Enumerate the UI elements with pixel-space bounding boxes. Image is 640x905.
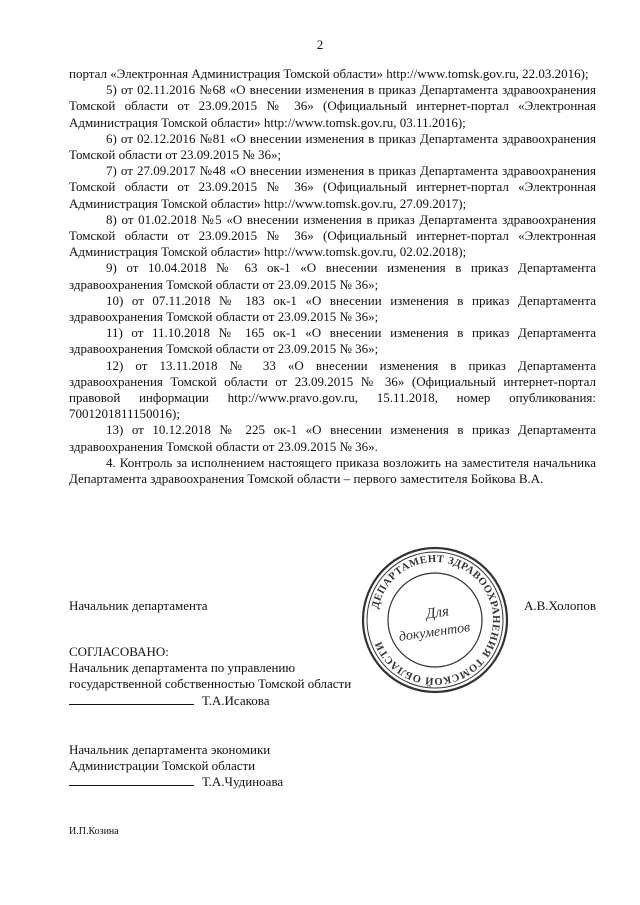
paragraph-item-8: 8) от 01.02.2018 №5 «О внесении изменения в приказ Департамента здравоохранения Томской области от 23.09.2015 № 36» (Официальный интернет-портал «Электронная Администрация Томской области» http://www.tomsk.gov.ru, 02.02.2018); bbox=[69, 211, 596, 260]
approval-block bbox=[69, 644, 351, 709]
paragraph-item-9: 9) от 10.04.2018 № 63 ок-1 «О внесении изменения в приказ Департамента здравоохранения Томской области от 23.09.2015 № 36»; bbox=[69, 260, 596, 292]
approver1-title-line1: Начальник департамента по управлению bbox=[69, 660, 296, 676]
approver2-title-line2: Администрации Томской области bbox=[69, 758, 256, 774]
stamp-outer-text: ДЕПАРТАМЕНТ ЗДРАВООХРАНЕНИЯ ТОМСКОЙ ОБЛАСТИ bbox=[370, 553, 502, 687]
approver1-name: Т.А.Исакова bbox=[202, 692, 270, 708]
signer-position: Начальник департамента bbox=[69, 598, 208, 613]
paragraph-item-7: 7) от 27.09.2017 №48 «О внесении изменения в приказ Департамента здравоохранения Томской области от 23.09.2015 № 36» (Официальный интернет-портал «Электронная Администрация Томской области» http://www.tomsk.gov.ru, 27.09.2017); bbox=[69, 163, 596, 211]
approver2-signature-row bbox=[69, 774, 283, 790]
paragraph-item-10: 10) от 07.11.2018 № 183 ок-1 «О внесении изменения в приказ Департамента здравоохранения Томской области от 23.09.2015 № 36»; bbox=[69, 292, 596, 325]
signer-name: А.В.Холопов bbox=[523, 598, 596, 613]
department-stamp bbox=[360, 545, 510, 695]
signature-block bbox=[69, 598, 596, 614]
document-body bbox=[69, 66, 596, 487]
approver1-signature-line bbox=[69, 694, 194, 705]
approval-block-2 bbox=[69, 742, 283, 791]
paragraph-item-12: 12) от 13.11.2018 № 33 «О внесении изменения в приказ Департамента здравоохранения Томской области от 23.09.2015 № 36» (Официальный интернет-портал правовой информации http://www.pravo.gov.ru, 15.11.2018, номер опубликования: 7001201811150016); bbox=[69, 357, 596, 422]
approval-heading: СОГЛАСОВАНО: bbox=[69, 644, 169, 659]
approver2-title-line1: Начальник департамента экономики bbox=[69, 742, 271, 757]
stamp-inner-line2: документов bbox=[397, 620, 472, 645]
page-number: 2 bbox=[316, 37, 324, 52]
paragraph-item-11: 11) от 11.10.2018 № 165 ок-1 «О внесении изменения в приказ Департамента здравоохранения Томской области от 23.09.2015 № 36»; bbox=[69, 325, 596, 357]
approver2-signature-line bbox=[69, 775, 194, 786]
approver1-title-line2: государственной собственностью Томской области bbox=[69, 676, 352, 692]
paragraph-item-5: 5) от 02.11.2016 №68 «О внесении изменения в приказ Департамента здравоохранения Томской области от 23.09.2015 № 36» (Официальный интернет-портал «Электронная Администрация Томской области» http://www.tomsk.gov.ru, 03.11.2016); bbox=[69, 82, 596, 130]
paragraph-item-13: 13) от 10.12.2018 № 225 ок-1 «О внесении изменения в приказ Департамента здравоохранения Томской области от 23.09.2015 № 36». bbox=[69, 422, 596, 454]
paragraph-portal-continuation: портал «Электронная Администрация Томской области» http://www.tomsk.gov.ru, 22.03.2016); bbox=[69, 66, 589, 81]
stamp-inner-line1: Для bbox=[424, 603, 450, 623]
approver2-name: Т.А.Чудиноава bbox=[202, 774, 284, 790]
approver1-signature-row bbox=[69, 693, 351, 709]
executor-name: И.П.Козина bbox=[69, 826, 119, 837]
paragraph-control-clause: 4. Контроль за исполнением настоящего приказа возложить на заместителя начальника Департамента здравоохранения Томской области – первого заместителя Бойкова В.А. bbox=[69, 454, 596, 487]
paragraph-item-6: 6) от 02.12.2016 №81 «О внесении изменения в приказ Департамента здравоохранения Томской области от 23.09.2015 № 36»; bbox=[69, 130, 596, 163]
